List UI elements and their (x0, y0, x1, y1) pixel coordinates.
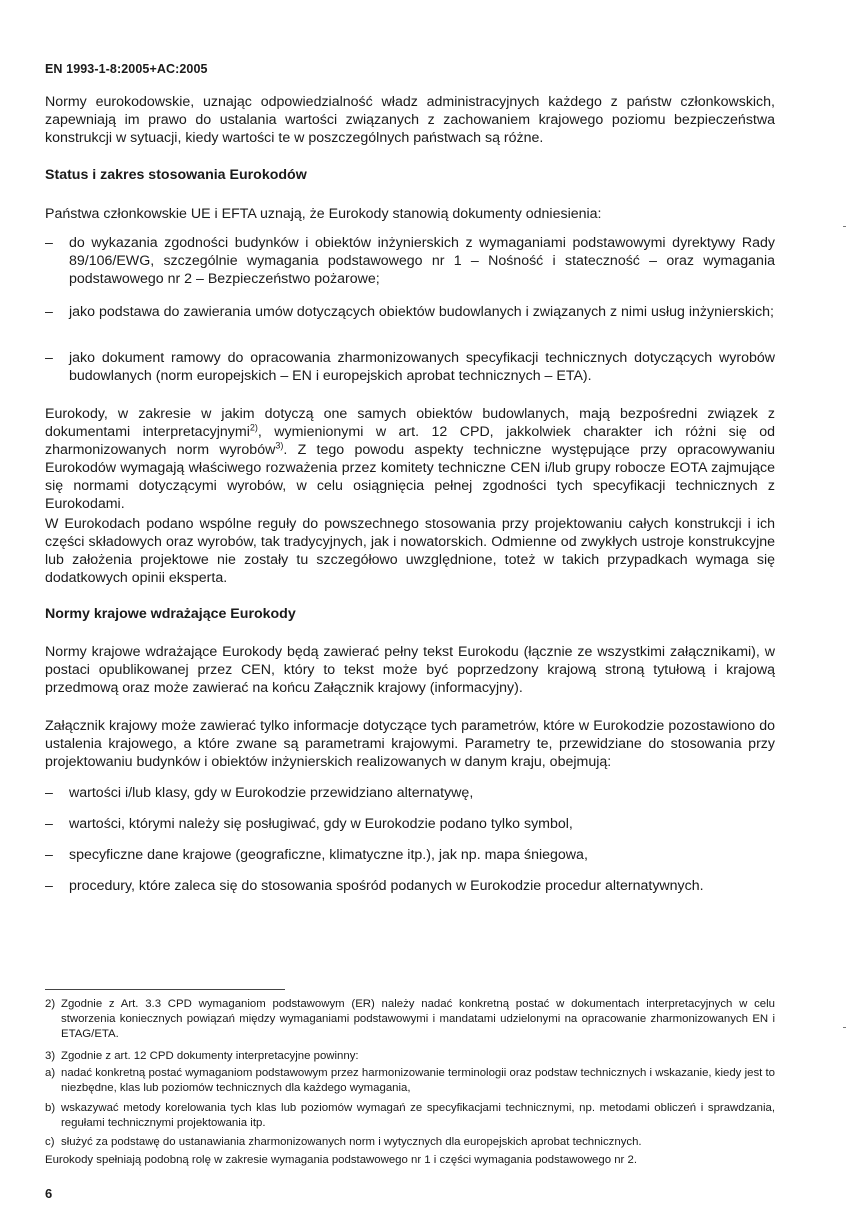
status-paragraph-3 (45, 515, 775, 587)
footnote-2-text: Zgodnie z Art. 3.3 CPD wymaganiom podstawowym (ER) należy nadać konkretną postać w dokumentach interpretacyjnych w celu stworzenia koniecznych powiązań między wymaganiami podstawowymi i mandatami udzielonymi na opracowanie zharmonizowanych EN i ETAG/ETA. (61, 998, 775, 1040)
footnote-item-text: wskazywać metody korelowania tych klas lub poziomów wymagań ze specyfikacjami technicznymi, np. metodami obliczeń i sprawdzania, regułami technicznymi projektowania itp. (61, 1102, 775, 1129)
footnote-3-label: 3) (45, 1050, 56, 1062)
national-paragraph-2 (45, 717, 775, 771)
section-heading-status: Status i zakres stosowania Eurokodów (45, 167, 307, 183)
footnote-item (45, 1101, 775, 1131)
list-dash: – (45, 350, 53, 366)
para2-part-c: . Z tego powodu aspekty techniczne występujące przy opracowywaniu Eurokodów wymagają właściwego rozważenia przez komitety techniczne CEN i/lub grupy robocze EOTA zajmujące się normami dotyczącymi wyrobów, w celu osiągnięcia pełnej zgodności tych specyfikacji technicznych z Eurokodami. (45, 442, 775, 512)
list-item-text: jako dokument ramowy do opracowania zharmonizowanych specyfikacji technicznych dotyczących wyrobów budowlanych (norm europejskich – EN i europejskich aprobat technicznych – ETA). (69, 350, 775, 384)
list-item (45, 303, 775, 321)
scan-mark (843, 1027, 846, 1028)
list-dash: – (45, 847, 53, 863)
page-number: 6 (45, 1186, 53, 1201)
list-dash: – (45, 816, 53, 832)
list-dash: – (45, 878, 53, 894)
list-dash: – (45, 304, 53, 320)
footnote-item-label: c) (45, 1136, 55, 1148)
list-item-text: specyficzne dane krajowe (geograficzne, klimatyczne itp.), jak np. mapa śniegowa, (69, 847, 588, 863)
footnote-item (45, 1066, 775, 1096)
para2-part-a: Eurokody, w zakresie w jakim dotyczą one samych obiektów budowlanych, mają bezpośredni związek z dokumentami interpretacyjnymi (45, 406, 775, 440)
status-lead-text: Państwa członkowskie UE i EFTA uznają, że Eurokody stanowią dokumenty odniesienia: (45, 206, 602, 222)
status-paragraph-3-text: W Eurokodach podano wspólne reguły do powszechnego stosowania przy projektowaniu całych konstrukcji i ich części składowych oraz wyrobów, tak tradycyjnych, jak i nowatorskich. Odmienne od zwykłych ustroje konstrukcyjne lub założenia projektowe nie zostały tu szczegółowo uwzględnione, toteż w takich przypadkach wymaga się dodatkowych opinii eksperta. (45, 516, 775, 586)
footnote-3-text: Zgodnie z art. 12 CPD dokumenty interpretacyjne powinny: (61, 1050, 359, 1062)
list-item-text: procedury, które zaleca się do stosowania spośród podanych w Eurokodzie procedur alternatywnych. (69, 878, 704, 894)
footnote-item-label: a) (45, 1067, 56, 1079)
list-item (45, 784, 775, 802)
document-header-standard-id: EN 1993-1-8:2005+AC:2005 (45, 62, 208, 76)
footnote-item-text: służyć za podstawę do ustanawiania zharmonizowanych norm i wytycznych dla europejskich aprobat technicznych. (61, 1136, 642, 1148)
list-dash: – (45, 785, 53, 801)
footnote-item (45, 1135, 775, 1150)
footnote-item-text: nadać konkretną postać wymaganiom podstawowym przez harmonizowanie terminologii oraz podstaw technicznych i wskazanie, kiedy jest to niezbędne, klas lub poziomów technicznych dla każdego wymagania, (61, 1067, 775, 1094)
list-item-text: wartości i/lub klasy, gdy w Eurokodzie przewidziano alternatywę, (69, 785, 474, 801)
footnote-ref-3: 3) (275, 440, 284, 451)
footnote-ref-2: 2) (249, 422, 258, 433)
status-lead-paragraph (45, 205, 775, 223)
footnote-separator (45, 989, 285, 990)
list-item (45, 815, 775, 833)
scan-mark (843, 226, 846, 227)
list-item-text: do wykazania zgodności budynków i obiektów inżynierskich z wymaganiami podstawowymi dyrektywy Rady 89/106/EWG, szczególnie wymagania podstawowego nr 1 – Nośność i stateczność – oraz wymagania podstawowego nr 2 – Bezpieczeństwo pożarowe; (69, 235, 775, 287)
footnote-closing-text: Eurokody spełniają podobną rolę w zakresie wymagania podstawowego nr 1 i części wymagania podstawowego nr 2. (45, 1154, 638, 1166)
section-heading-national: Normy krajowe wdrażające Eurokody (45, 606, 296, 622)
footnote-closing (45, 1153, 775, 1168)
footnote-item-label: b) (45, 1102, 56, 1114)
list-item-text: jako podstawa do zawierania umów dotyczących obiektów budowlanych i związanych z nimi usług inżynierskich; (69, 304, 774, 320)
para2-part-b: , wymienionymi w art. 12 CPD, jakkolwiek charakter ich różni się od zharmonizowanych norm wyrobów (45, 424, 775, 458)
footnote-2-label: 2) (45, 998, 56, 1010)
list-item (45, 846, 775, 864)
status-paragraph-2 (45, 405, 775, 513)
footnote-2 (45, 997, 775, 1042)
list-item (45, 349, 775, 385)
national-paragraph-1-text: Normy krajowe wdrażające Eurokody będą zawierać pełny tekst Eurokodu (łącznie ze wszystkimi załącznikami), w postaci opublikowanej przez CEN, który to tekst może być poprzedzony krajową stroną tytułową i krajową przedmową oraz może zawierać na końcu Załącznik krajowy (informacyjny). (45, 644, 775, 696)
footnote-3 (45, 1049, 775, 1064)
list-dash: – (45, 235, 53, 251)
list-item (45, 877, 775, 895)
list-item (45, 234, 775, 288)
national-paragraph-2-text: Załącznik krajowy może zawierać tylko informacje dotyczące tych parametrów, które w Eurokodzie pozostawiono do ustalenia krajowego, a które zwane są parametrami krajowymi. Parametry te, przewidziane do stosowania przy projektowaniu budynków i obiektów inżynierskich realizowanych w danym kraju, obejmują: (45, 718, 775, 770)
list-item-text: wartości, którymi należy się posługiwać, gdy w Eurokodzie podano tylko symbol, (69, 816, 573, 832)
intro-paragraph (45, 93, 775, 147)
national-paragraph-1 (45, 643, 775, 697)
intro-paragraph-text: Normy eurokodowskie, uznając odpowiedzialność władz administracyjnych każdego z państw członkowskich, zapewniają im prawo do ustalania wartości związanych z zachowaniem krajowego poziomu bezpieczeństwa konstrukcji w sytuacji, kiedy wartości te w poszczególnych państwach są różne. (45, 94, 775, 146)
